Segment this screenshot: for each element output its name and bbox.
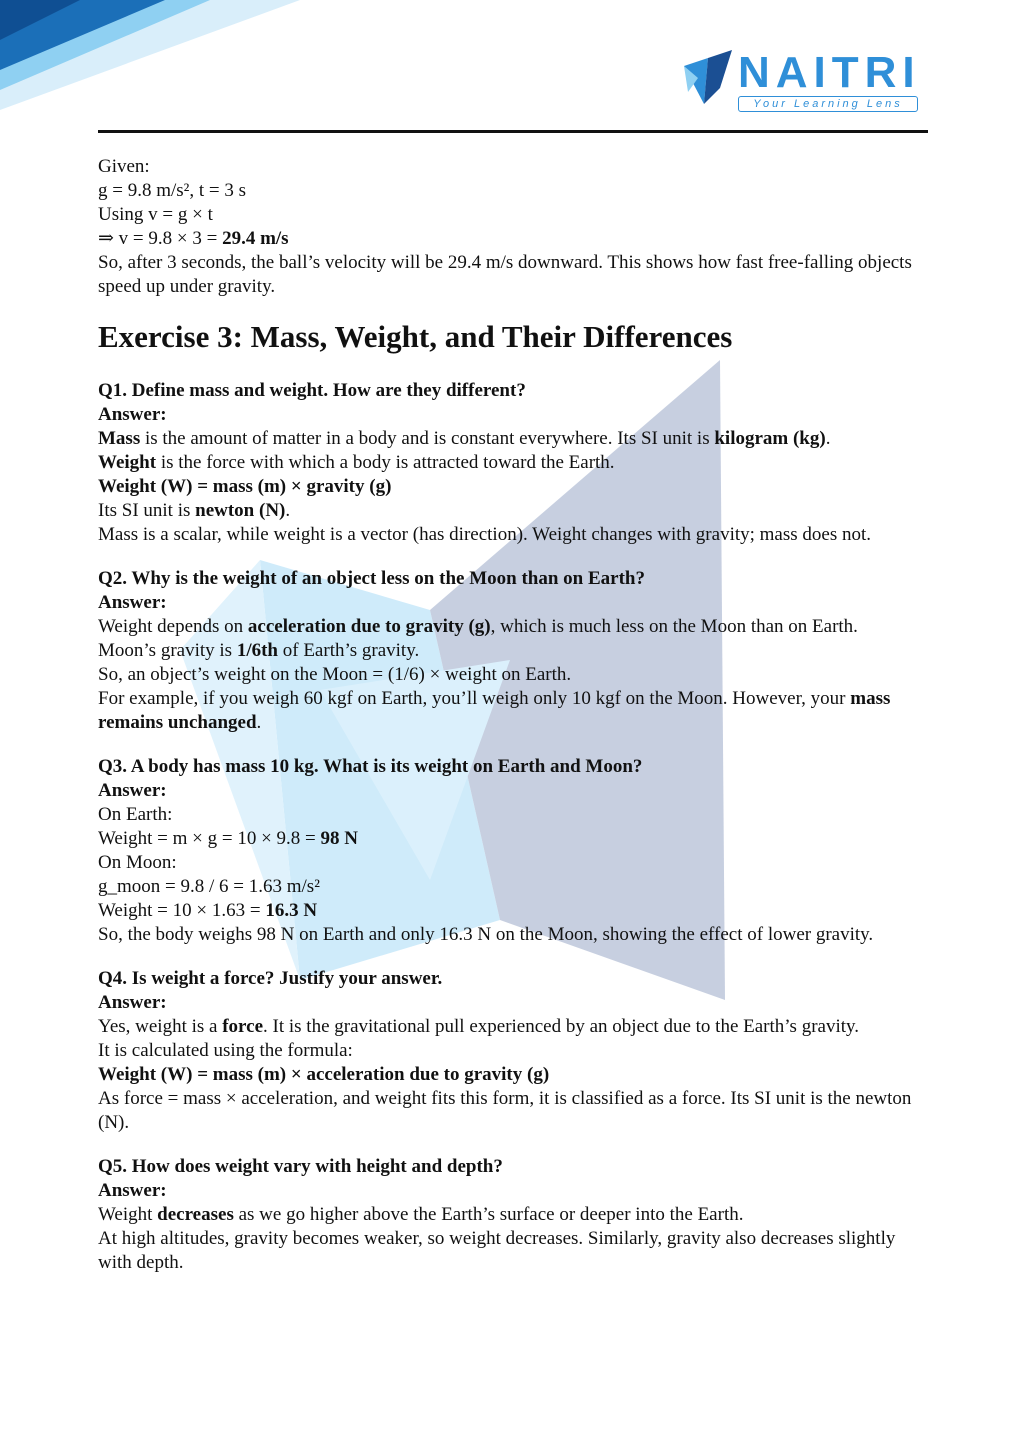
text-line <box>98 451 928 475</box>
text-line <box>98 639 928 663</box>
text-run: So, after 3 seconds, the ball’s velocity will be 29.4 m/s downward. This shows how fast free-falling objects speed up under gravity. <box>98 252 912 297</box>
text-line <box>98 427 928 451</box>
text-run: , which is much less on the Moon than on Earth. <box>490 616 858 637</box>
text-line <box>98 499 928 523</box>
text-line <box>98 523 928 547</box>
text-run: At high altitudes, gravity becomes weaker, so weight decreases. Similarly, gravity also decreases slightly with depth. <box>98 1228 896 1273</box>
question-heading: Q4. Is weight a force? Justify your answer. <box>98 968 443 989</box>
naitri-logo <box>680 44 930 116</box>
text-line <box>98 615 928 639</box>
text-run: On Earth: <box>98 804 173 825</box>
text-line <box>98 1227 928 1275</box>
text-line <box>98 827 928 851</box>
question-spacer <box>98 547 928 567</box>
text-line <box>98 923 928 947</box>
text-run: So, an object’s weight on the Moon = (1/6) × weight on Earth. <box>98 664 572 685</box>
text-run: Mass is a scalar, while weight is a vector (has direction). Weight changes with gravity; mass does not. <box>98 524 872 545</box>
text-run: . <box>256 712 262 733</box>
question-spacer <box>98 1135 928 1155</box>
text-run: Its SI unit is <box>98 500 196 521</box>
text-line <box>98 203 928 227</box>
question-block <box>98 755 928 947</box>
text-line <box>98 1063 928 1087</box>
text-line <box>98 899 928 923</box>
text-run: Weight = m × g = 10 × 9.8 = <box>98 828 321 849</box>
answer-label: Answer: <box>98 1180 167 1201</box>
question-block <box>98 1155 928 1275</box>
text-run: Using v = g × t <box>98 204 213 225</box>
text-line <box>98 155 928 179</box>
logo-bird-icon <box>680 44 736 116</box>
text-line <box>98 251 928 299</box>
bold-text: mass remains unchanged <box>98 688 891 733</box>
text-line <box>98 1015 928 1039</box>
bold-text: 98 N <box>320 828 358 849</box>
text-line <box>98 179 928 203</box>
question-heading: Q3. A body has mass 10 kg. What is its weight on Earth and Moon? <box>98 756 643 777</box>
answer-label: Answer: <box>98 780 167 801</box>
text-run: . It is the gravitational pull experienced by an object due to the Earth’s gravity. <box>263 1016 860 1037</box>
question-block <box>98 379 928 547</box>
text-line <box>98 687 928 735</box>
question-block <box>98 967 928 1135</box>
text-run: of Earth’s gravity. <box>278 640 420 661</box>
text-line <box>98 475 928 499</box>
bold-text: Weight <box>98 452 157 473</box>
bold-text: Mass <box>98 428 141 449</box>
bold-text: Weight (W) = mass (m) × acceleration due to gravity (g) <box>98 1064 550 1085</box>
text-line <box>98 1203 928 1227</box>
text-line <box>98 875 928 899</box>
text-run: ⇒ v = 9.8 × 3 = <box>98 228 223 249</box>
text-run: It is calculated using the formula: <box>98 1040 353 1061</box>
question-spacer <box>98 735 928 755</box>
text-run: . <box>825 428 831 449</box>
text-line <box>98 803 928 827</box>
text-run: as we go higher above the Earth’s surface or deeper into the Earth. <box>233 1204 744 1225</box>
answer-label: Answer: <box>98 592 167 613</box>
question-block <box>98 567 928 735</box>
text-line <box>98 1087 928 1135</box>
text-run: Moon’s gravity is <box>98 640 237 661</box>
bold-text: force <box>222 1016 264 1037</box>
bold-text: 29.4 m/s <box>222 228 289 249</box>
text-run: On Moon: <box>98 852 177 873</box>
text-run: Weight = 10 × 1.63 = <box>98 900 266 921</box>
text-run: Yes, weight is a <box>98 1016 223 1037</box>
text-run: g = 9.8 m/s², t = 3 s <box>98 180 247 201</box>
bold-text: acceleration due to gravity (g) <box>247 616 491 637</box>
text-run: For example, if you weigh 60 kgf on Earth, you’ll weigh only 10 kgf on the Moon. However, your <box>98 688 851 709</box>
bold-text: decreases <box>157 1204 234 1225</box>
question-heading: Q1. Define mass and weight. How are they different? <box>98 380 526 401</box>
text-run: g_moon = 9.8 / 6 = 1.63 m/s² <box>98 876 320 897</box>
question-heading: Q2. Why is the weight of an object less on the Moon than on Earth? <box>98 568 645 589</box>
given-block <box>98 155 928 299</box>
bold-text: kilogram (kg) <box>714 428 826 449</box>
text-run: Given: <box>98 156 150 177</box>
answer-label: Answer: <box>98 992 167 1013</box>
exercise-title: Exercise 3: Mass, Weight, and Their Differences <box>98 319 733 354</box>
logo-tagline: Your Learning Lens <box>738 96 918 112</box>
text-run: is the force with which a body is attracted toward the Earth. <box>156 452 615 473</box>
text-run: . <box>285 500 291 521</box>
text-run: is the amount of matter in a body and is constant everywhere. Its SI unit is <box>140 428 715 449</box>
text-run: So, the body weighs 98 N on Earth and only 16.3 N on the Moon, showing the effect of lower gravity. <box>98 924 874 945</box>
answer-label: Answer: <box>98 404 167 425</box>
bold-text: newton (N) <box>195 500 286 521</box>
text-run: As force = mass × acceleration, and weight fits this form, it is classified as a force. Its SI unit is the newton (N). <box>98 1088 912 1133</box>
question-list <box>98 379 928 1275</box>
text-line <box>98 663 928 687</box>
bold-text: 1/6th <box>236 640 278 661</box>
text-run: Weight depends on <box>98 616 248 637</box>
question-spacer <box>98 947 928 967</box>
header-divider <box>98 130 928 133</box>
corner-decoration <box>0 0 300 120</box>
document-body <box>98 155 928 1275</box>
bold-text: Weight (W) = mass (m) × gravity (g) <box>98 476 392 497</box>
text-line <box>98 227 928 251</box>
text-line <box>98 851 928 875</box>
logo-brand-text: NAITRI <box>738 48 921 97</box>
text-run: Weight <box>98 1204 158 1225</box>
question-heading: Q5. How does weight vary with height and depth? <box>98 1156 503 1177</box>
bold-text: 16.3 N <box>265 900 318 921</box>
text-line <box>98 1039 928 1063</box>
